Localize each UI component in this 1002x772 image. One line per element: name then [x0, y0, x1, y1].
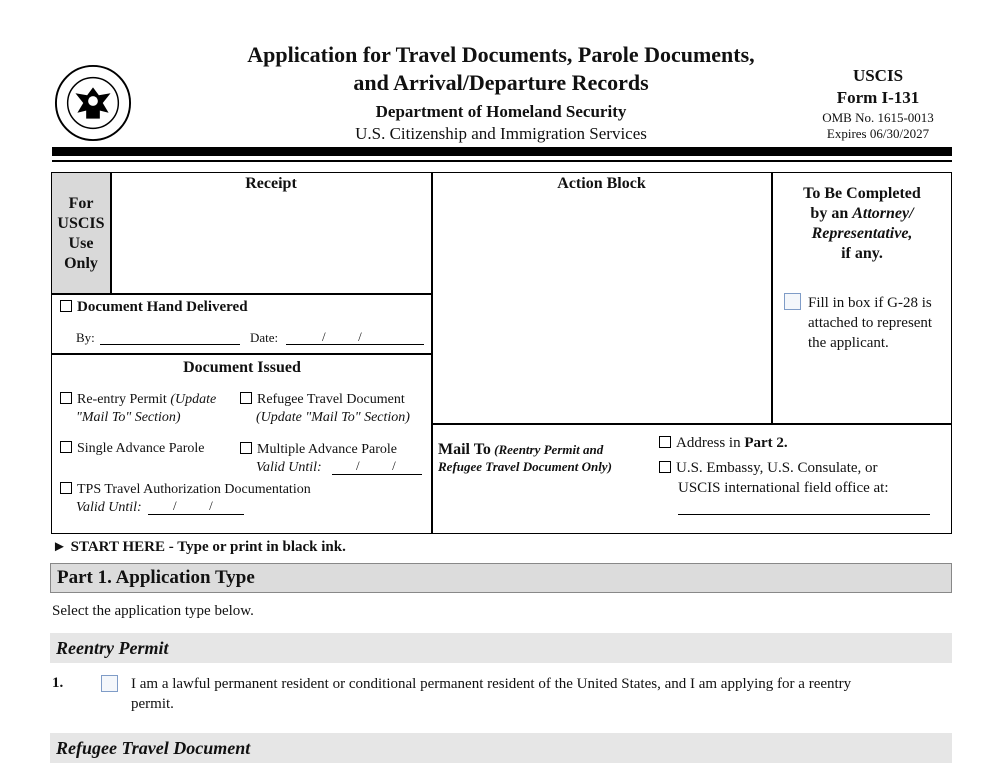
reentry-permit-section-header: Reentry Permit: [50, 633, 952, 663]
g28-label: Fill in box if G-28 is attached to represent the applicant.: [808, 295, 933, 351]
attorney-completion-note: To Be Completed by an Attorney/ Representative, if any.: [803, 185, 921, 262]
action-block-label: Action Block: [557, 175, 646, 192]
header-divider-thin: [52, 160, 952, 162]
address-in-part2-checkbox[interactable]: [659, 436, 671, 448]
expiration-date: Expires 06/30/2027: [826, 126, 930, 141]
refugee-doc-checkbox[interactable]: [240, 392, 252, 404]
by-field[interactable]: [100, 344, 240, 345]
part1-instruction: Select the application type below.: [52, 603, 254, 619]
address-in-part2-option: Address in Part 2.: [659, 435, 788, 452]
receipt-label: Receipt: [245, 175, 297, 192]
department-name: Department of Homeland Security: [375, 102, 627, 121]
agency-name: U.S. Citizenship and Immigration Services: [355, 124, 647, 143]
multiple-parole-valid-until-field[interactable]: [332, 474, 422, 475]
multiple-parole-checkbox[interactable]: [240, 442, 252, 454]
date-label: Date:: [250, 330, 279, 345]
multiple-parole-slashes: / /: [356, 458, 396, 473]
mail-to-label: Mail To (Reentry Permit and Refugee Travel Document Only): [438, 441, 612, 474]
date-slashes: / /: [322, 329, 362, 344]
embassy-checkbox[interactable]: [659, 461, 671, 473]
item1-text: I am a lawful permanent resident or conditional permanent resident of the United States, and I am applying for a reentry permit.: [131, 676, 852, 712]
tps-doc-option: TPS Travel Authorization Documentation Valid Until:: [60, 481, 311, 517]
embassy-option: U.S. Embassy, U.S. Consulate, or USCIS international field office at:: [659, 458, 889, 498]
refugee-travel-section-header: Refugee Travel Document: [50, 733, 952, 763]
by-label: By:: [76, 330, 95, 345]
document-issued-label: Document Issued: [183, 359, 301, 376]
omb-number: OMB No. 1615-0013: [822, 110, 934, 125]
form-title-line1: Application for Travel Documents, Parole Documents,: [247, 42, 755, 67]
hand-delivered-option: Document Hand Delivered: [60, 299, 248, 316]
embassy-address-field[interactable]: [678, 514, 930, 515]
for-uscis-use-label: For USCIS Use Only: [57, 195, 105, 272]
refugee-doc-option: Refugee Travel Document (Update "Mail To" Section): [240, 391, 410, 427]
form-number: Form I-131: [836, 88, 920, 107]
single-parole-checkbox[interactable]: [60, 441, 72, 453]
start-here-instruction: ► START HERE - Type or print in black ink.: [52, 539, 346, 555]
tps-slashes: / /: [173, 498, 213, 513]
hand-delivered-checkbox[interactable]: [60, 300, 72, 312]
item1-number: 1.: [52, 675, 64, 691]
tps-valid-until-field[interactable]: [148, 514, 244, 515]
reentry-permit-application-checkbox[interactable]: [101, 675, 118, 692]
multiple-parole-option: Multiple Advance Parole Valid Until:: [240, 441, 397, 477]
uscis-label: USCIS: [852, 66, 904, 85]
header-divider-thick: [52, 147, 952, 156]
tps-doc-checkbox[interactable]: [60, 482, 72, 494]
reentry-permit-option: Re-entry Permit (Update "Mail To" Section): [60, 391, 216, 427]
part1-header: Part 1. Application Type: [50, 563, 952, 593]
single-parole-option: Single Advance Parole: [60, 441, 205, 457]
reentry-permit-checkbox[interactable]: [60, 392, 72, 404]
form-title-line2: and Arrival/Departure Records: [353, 70, 649, 95]
g28-attached-checkbox[interactable]: [784, 293, 801, 310]
